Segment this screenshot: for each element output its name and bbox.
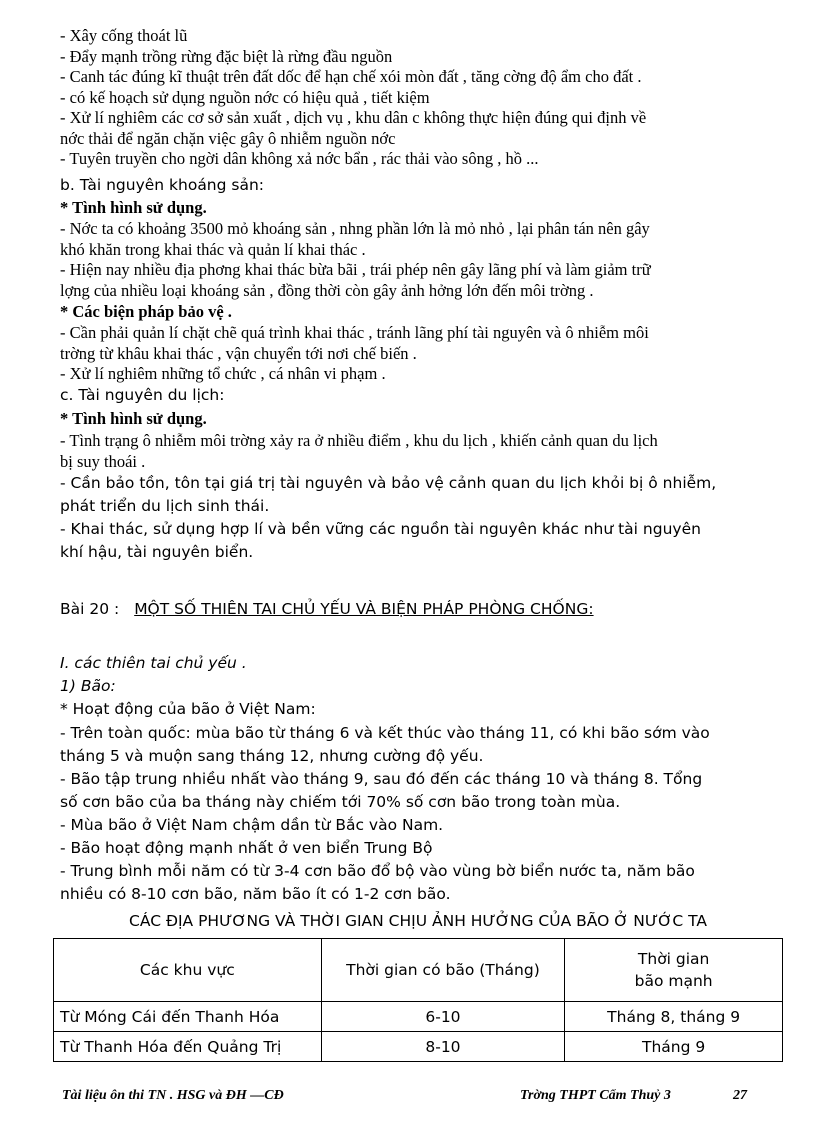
lesson-name: MỘT SỐ THIÊN TAI CHỦ YẾU VÀ BIỆN PHÁP PHÒNG CHỐNG: bbox=[134, 600, 594, 618]
section-b-measures-list bbox=[60, 323, 752, 385]
list-item: trờng từ khâu khai thác , vận chuyển tới nơi chế biến . bbox=[60, 343, 417, 363]
list-item: - Nớc ta có khoảng 3500 mỏ khoáng sản , nhng phần lớn là mỏ nhỏ , lại phân tán nên gây bbox=[60, 219, 650, 238]
section-c-usage-heading: * Tình hình sử dụng. bbox=[60, 409, 207, 428]
list-item: - Xây cống thoát lũ bbox=[60, 26, 188, 45]
list-item: tháng 5 và muộn sang tháng 12, nhưng cường độ yếu. bbox=[60, 747, 484, 765]
list-item: - Cần phải quản lí chặt chẽ quá trình khai thác , tránh lãng phí tài nguyên và ô nhiễm môi bbox=[60, 323, 649, 342]
list-item: - Tình trạng ô nhiễm môi trờng xảy ra ở nhiều điểm , khu du lịch , khiến cảnh quan du lịch bbox=[60, 431, 658, 450]
list-item: - Tuyên truyền cho ngời dân không xả nớc bẩn , rác thải vào sông , hồ ... bbox=[60, 149, 539, 168]
list-item: nớc thải để ngăn chặn việc gây ô nhiễm nguồn nớc bbox=[60, 128, 396, 148]
list-item: - Xử lí nghiêm những tổ chức , cá nhân vi phạm . bbox=[60, 364, 386, 383]
footer-left: Tài liệu ôn thi TN . HSG và ĐH —CĐ bbox=[62, 1088, 284, 1103]
list-item: - Bão tập trung nhiều nhất vào tháng 9, sau đó đến các tháng 10 và tháng 8. Tổng bbox=[60, 770, 703, 788]
part1-heading: I. các thiên tai chủ yếu . bbox=[60, 654, 247, 672]
list-item: - Mùa bão ở Việt Nam chậm dần từ Bắc vào Nam. bbox=[60, 816, 444, 834]
list-item: - Đẩy mạnh trồng rừng đặc biệt là rừng đầu nguồn bbox=[60, 46, 393, 66]
water-measures-list bbox=[60, 26, 752, 170]
section-c-usage-list bbox=[60, 431, 752, 472]
list-item: - Hiện nay nhiều địa phơng khai thác bừa bãi , trái phép nên gây lãng phí và làm giảm trữ bbox=[60, 260, 651, 279]
table-cell: 6-10 bbox=[321, 1002, 565, 1032]
lesson-title bbox=[60, 600, 760, 618]
list-item: bị suy thoái . bbox=[60, 451, 146, 471]
storm-table bbox=[53, 938, 783, 1062]
list-item: - Trung bình mỗi năm có từ 3-4 cơn bão đổ bộ vào vùng bờ biển nước ta, năm bão bbox=[60, 862, 695, 880]
table-cell: Từ Móng Cái đến Thanh Hóa bbox=[54, 1002, 322, 1032]
list-item: - có kế hoạch sử dụng nguồn nớc có hiệu quả , tiết kiệm bbox=[60, 87, 430, 107]
list-item: nhiều có 8-10 cơn bão, năm bão ít có 1-2 cơn bão. bbox=[60, 885, 451, 903]
storm-activity-list bbox=[60, 722, 752, 906]
section-b-usage-list bbox=[60, 219, 752, 301]
column-header-line: Thời gian bbox=[637, 950, 710, 968]
list-item: khó khăn trong khai thác và quản lí khai thác . bbox=[60, 239, 366, 259]
column-header bbox=[565, 939, 783, 1002]
list-item: số cơn bão của ba tháng này chiếm tới 70% số cơn bão trong toàn mùa. bbox=[60, 793, 621, 811]
table-cell: Tháng 8, tháng 9 bbox=[565, 1002, 783, 1032]
section-b-usage-heading: * Tình hình sử dụng. bbox=[60, 198, 207, 217]
column-header: Các khu vực bbox=[54, 939, 322, 1002]
list-item: - Bão hoạt động mạnh nhất ở ven biển Trung Bộ bbox=[60, 839, 433, 857]
table-header-row bbox=[54, 939, 783, 1002]
table-row bbox=[54, 1032, 783, 1062]
list-item: lợng của nhiều loại khoáng sản , đồng thời còn gây ảnh hởng lớn đến môi trờng . bbox=[60, 280, 594, 300]
lesson-number: Bài 20 : bbox=[60, 600, 120, 618]
footer-school: Trờng THPT Cẩm Thuỷ 3 bbox=[520, 1088, 671, 1103]
list-item: - Xử lí nghiêm các cơ sở sản xuất , dịch vụ , khu dân c không thực hiện đúng qui định về bbox=[60, 108, 647, 127]
table-cell: 8-10 bbox=[321, 1032, 565, 1062]
part1-activity-heading: * Hoạt động của bão ở Việt Nam: bbox=[60, 700, 316, 718]
table-title: CÁC ĐỊA PHƯƠNG VÀ THỜI GIAN CHỊU ẢNH HƯỞNG CỦA BÃO Ở NƯỚC TA bbox=[129, 912, 707, 930]
section-c-measures-list bbox=[60, 472, 752, 564]
table-cell: Từ Thanh Hóa đến Quảng Trị bbox=[54, 1032, 322, 1062]
list-item: phát triển du lịch sinh thái. bbox=[60, 497, 270, 515]
section-b-measures-heading: * Các biện pháp bảo vệ . bbox=[60, 302, 232, 321]
part1-subheading: 1) Bão: bbox=[60, 677, 116, 695]
list-item: - Canh tác đúng kĩ thuật trên đất dốc để hạn chế xói mòn đất , tăng cờng độ ẩm cho đất . bbox=[60, 67, 642, 86]
column-header: Thời gian có bão (Tháng) bbox=[321, 939, 565, 1002]
section-c-heading: c. Tài nguyên du lịch: bbox=[60, 386, 225, 404]
list-item: khí hậu, tài nguyên biển. bbox=[60, 543, 254, 561]
list-item: - Khai thác, sử dụng hợp lí và bền vững các nguồn tài nguyên khác như tài nguyên bbox=[60, 520, 701, 538]
column-header-line: bão mạnh bbox=[634, 972, 713, 990]
list-item: - Trên toàn quốc: mùa bão từ tháng 6 và kết thúc vào tháng 11, có khi bão sớm vào bbox=[60, 724, 710, 742]
table-cell: Tháng 9 bbox=[565, 1032, 783, 1062]
list-item: - Cần bảo tồn, tôn tại giá trị tài nguyên và bảo vệ cảnh quan du lịch khỏi bị ô nhiễm, bbox=[60, 474, 717, 492]
page-number: 27 bbox=[733, 1088, 747, 1103]
table-row bbox=[54, 1002, 783, 1032]
section-b-heading: b. Tài nguyên khoáng sản: bbox=[60, 176, 265, 194]
